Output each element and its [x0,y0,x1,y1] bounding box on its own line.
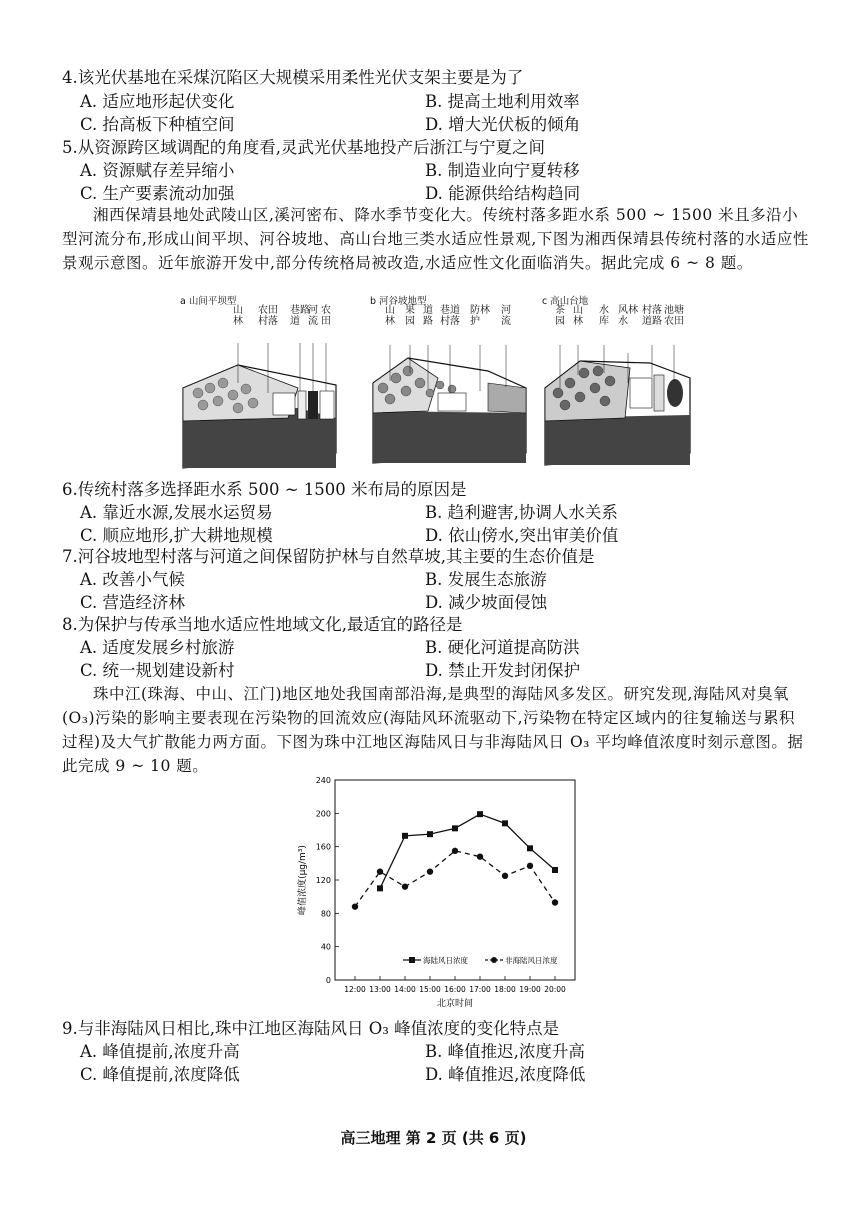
data-point-square [427,831,433,837]
data-point-circle [477,853,483,859]
data-point-circle [352,903,358,909]
q7-option-b: B. 发展生态旅游 [425,570,547,589]
q6-option-b: B. 趋利避害,协调人水关系 [425,503,618,522]
q4-option-a: A. 适应地形起伏变化 [80,92,235,111]
data-point-circle [452,848,458,854]
data-point-circle [552,899,558,905]
diagram-label: 山林 [233,305,243,327]
diagram-label: 防护林 [470,305,490,327]
passage-xiangxi: 湘西保靖县地处武陵山区,溪河密布、降水季节变化大。传统村落多距水系 500 ~ 1500 米且多沿小型河流分布,形成山间平坝、河谷坡地、高山台地三类水适应性景观,下图为湘西保靖县传统村落的水适应性景观示意图。近年旅游开发中,部分传统格局被改造,水适应性文化面临消失。据此完成 6 ~ 8 题。 [62,206,809,272]
q4-option-b: B. 提高土地利用效率 [425,92,580,111]
data-point-square [527,845,533,851]
legend-marker [409,957,415,963]
q7-option-a: A. 改善小气候 [80,570,185,589]
diagram-label: 道路 [423,305,433,327]
diagram-c-title: c 高山台地 [542,296,589,307]
x-tick-label: 19:00 [519,985,541,994]
q5-option-a: A. 资源赋存差异缩小 [80,161,235,180]
q9-stem: 9.与非海陆风日相比,珠中江地区海陆风日 O₃ 峰值浓度的变化特点是 [62,1019,560,1038]
diagram-a-title: a 山间平坝型 [180,296,237,307]
diagram-b-title: b 河谷坡地型 [370,296,427,307]
q8-stem: 8.为保护与传承当地水适应性地域文化,最适宜的路径是 [62,615,463,634]
y-axis-label: 峰值浓度(μg/m³) [298,845,308,915]
x-tick-label: 15:00 [419,985,441,994]
x-tick-label: 12:00 [344,985,366,994]
legend-label: 海陆风日浓度 [423,956,468,965]
q9-option-c: C. 峰值提前,浓度降低 [80,1065,240,1084]
q6-stem: 6.传统村落多选择距水系 500 ~ 1500 米布局的原因是 [62,480,467,499]
page-footer: 高三地理 第 2 页 (共 6 页) [340,1129,527,1147]
passage-zhuzhongjiang: 珠中江(珠海、中山、江门)地区地处我国南部沿海,是典型的海陆风多发区。研究发现,海陆风对臭氧(O₃)污染的影响主要表现在污染物的回流效应(海陆风环流驱动下,污染物在特定区域内的往复输送与累积过程)及大气扩散能力两方面。下图为珠中江地区海陆风日与非海陆风日 O₃ 平均峰值浓度时刻示意图。据此完成 9 ~ 10 题。 [62,685,804,775]
q6-option-a: A. 靠近水源,发展水运贸易 [80,503,273,522]
y-tick-label: 240 [315,776,331,785]
q7-option-d: D. 减少坡面侵蚀 [425,593,548,612]
q6-option-d: D. 依山傍水,突出审美价值 [425,526,619,545]
q9-option-a: A. 峰值提前,浓度升高 [80,1042,240,1061]
q8-option-a: A. 适度发展乡村旅游 [80,638,235,657]
x-tick-label: 14:00 [394,985,416,994]
q9-option-b: B. 峰值推迟,浓度升高 [425,1042,585,1061]
data-point-circle [402,883,408,889]
q7-option-c: C. 营造经济林 [80,593,186,612]
diagram-label: 水库 [599,305,609,327]
q5-stem: 5.从资源跨区域调配的角度看,灵武光伏基地投产后浙江与宁夏之间 [62,138,545,157]
o3-peak-chart [290,770,590,1015]
diagram-label: 茶园 [555,305,565,327]
q4-stem: 4.该光伏基地在采煤沉陷区大规模采用柔性光伏支架主要是为了 [62,68,524,87]
x-tick-label: 18:00 [494,985,516,994]
x-tick-label: 13:00 [369,985,391,994]
x-axis-label: 北京时间 [436,999,474,1009]
diagram-label: 河流 [308,305,318,327]
q8-option-b: B. 硬化河道提高防洪 [425,638,580,657]
diagram-label: 村道落路 [642,305,662,327]
data-point-square [377,885,383,891]
diagram-label: 山林 [385,305,395,327]
q6-option-c: C. 顺应地形,扩大耕地规模 [80,526,273,545]
y-tick-label: 160 [315,842,331,852]
q8-option-c: C. 统一规划建设新村 [80,661,235,680]
data-point-square [452,825,458,831]
q5-option-d: D. 能源供给结构趋同 [425,184,581,203]
q9-option-d: D. 峰值推迟,浓度降低 [425,1065,586,1084]
diagram-label: 农田 [321,305,331,327]
diagram-label: 巷道路 [290,305,310,327]
y-tick-label: 200 [315,809,331,819]
data-point-circle [527,863,533,869]
data-point-square [477,811,483,817]
q7-stem: 7.河谷坡地型村落与河道之间保留防护林与自然草坡,其主要的生态价值是 [62,547,595,566]
data-point-square [552,867,558,873]
diagram-b-river-valley [368,293,533,471]
q5-option-b: B. 制造业向宁夏转移 [425,161,580,180]
data-point-circle [502,873,508,879]
diagram-label: 风水林 [618,305,638,327]
diagram-label: 巷村道落 [440,305,460,327]
data-point-square [402,833,408,839]
diagram-c-highland-terrace [540,293,700,471]
y-tick-label: 0 [325,976,331,985]
x-tick-label: 17:00 [469,985,491,994]
diagram-label: 池农塘田 [664,305,684,327]
q4-option-c: C. 抬高板下种植空间 [80,115,235,134]
y-tick-label: 120 [315,876,331,885]
data-point-square [502,820,508,826]
diagram-label: 农村田落 [258,305,278,327]
q8-option-d: D. 禁止开发封闭保护 [425,661,581,680]
data-point-circle [377,868,383,874]
q5-option-c: C. 生产要素流动加强 [80,184,235,203]
data-point-circle [427,868,433,874]
q4-option-d: D. 增大光伏板的倾角 [425,115,581,134]
x-tick-label: 20:00 [544,985,566,994]
diagram-label: 山林 [573,305,583,327]
legend-marker [491,957,497,963]
diagram-label: 河流 [501,305,511,327]
diagram-a-mountain-basin [178,293,348,471]
legend-label: 非海陆风日浓度 [505,956,558,965]
y-tick-label: 80 [320,909,331,919]
x-tick-label: 16:00 [444,985,466,994]
diagram-label: 果园 [405,305,415,327]
y-tick-label: 40 [320,942,331,952]
